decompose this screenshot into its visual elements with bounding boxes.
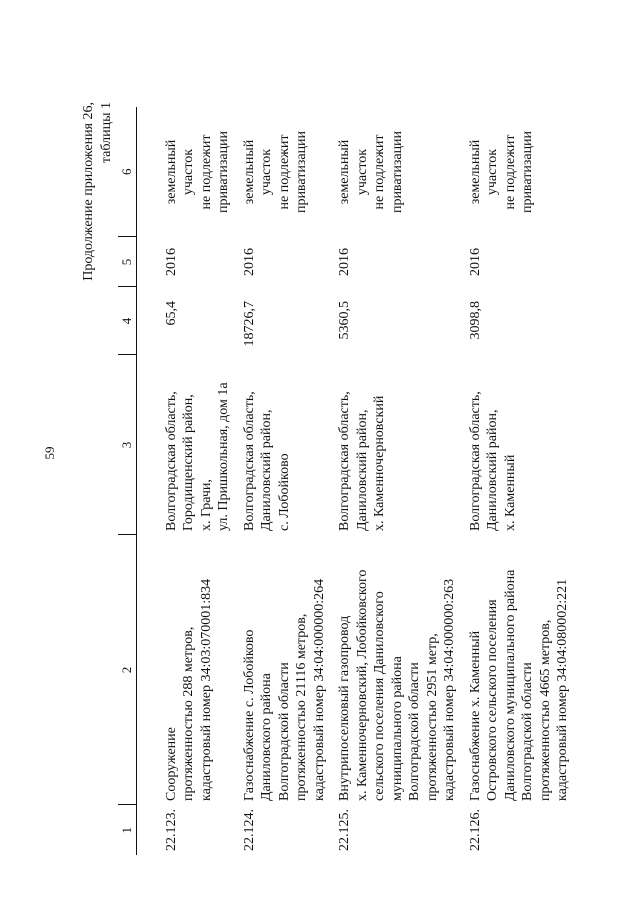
table-body: [136, 107, 572, 855]
object-name-cell: [136, 535, 233, 805]
column-header: 2: [118, 535, 136, 805]
year-cell: 2016: [467, 248, 483, 276]
continuation-line-2: таблицы 1: [99, 102, 114, 164]
note-cell-line: не подлежит: [198, 134, 214, 210]
address-cell-line: х. Грачи,: [198, 479, 214, 531]
page-number: 59: [42, 446, 57, 460]
area-cell: 3098,8: [467, 301, 483, 340]
row-number-cell: 22.125.: [337, 809, 352, 851]
object-name-cell: [459, 535, 572, 805]
object-name-cell-line: Газоснабжение х. Каменный: [467, 630, 483, 801]
table-row: [328, 107, 459, 855]
address-cell-line: Городищенский район,: [181, 394, 196, 531]
object-name-cell-line: Внутрипоселковый газопровод: [337, 615, 352, 801]
object-name-cell-line: протяженностью 4665 метров,: [537, 619, 553, 801]
row-number-cell: 22.124.: [241, 809, 257, 851]
table-row: [233, 107, 329, 855]
object-name-cell-line: муниципального района: [389, 656, 405, 801]
note-cell: [459, 107, 572, 237]
object-name-cell: [233, 535, 329, 805]
row-number-cell: 22.123.: [163, 809, 179, 851]
note-cell: [136, 107, 233, 237]
object-name-cell-line: Даниловского муниципального района: [502, 569, 518, 801]
object-name-cell-line: сельского поселения Даниловского: [372, 591, 387, 801]
note-cell-line: приватизации: [216, 130, 231, 214]
object-name-cell-line: протяженностью 288 метров,: [181, 626, 196, 801]
object-name-cell-line: Даниловского района: [259, 673, 274, 801]
note-cell-line: земельный: [467, 139, 483, 205]
property-table: [118, 107, 572, 855]
row-number-cell: 22.126.: [467, 809, 483, 851]
note-cell-line: земельный: [163, 139, 179, 205]
address-cell-line: х. Каменночерновский: [372, 395, 387, 531]
column-header: 6: [118, 107, 136, 237]
continuation-heading: [80, 102, 116, 281]
address-cell: [233, 355, 329, 535]
object-name-cell-line: кадастровый номер 34:03:070001:834: [198, 578, 214, 801]
note-cell-line: участок: [354, 148, 370, 196]
object-name-cell: [328, 535, 459, 805]
address-cell-line: ул. Пришкольная, дом 1а: [216, 382, 231, 531]
column-header: 3: [118, 355, 136, 535]
note-cell-line: не подлежит: [502, 134, 518, 210]
note-cell-line: земельный: [337, 139, 352, 205]
note-cell-line: земельный: [241, 139, 257, 205]
object-name-cell-line: протяженностью 2951 метр,: [424, 633, 440, 801]
note-cell-line: участок: [181, 148, 196, 196]
address-cell-line: Волгоградская область,: [241, 391, 257, 531]
note-cell: [233, 107, 329, 237]
object-name-cell-line: Островского сельского поселения: [485, 599, 500, 801]
area-cell: 65,4: [163, 301, 179, 326]
note-cell-line: не подлежит: [276, 134, 292, 210]
area-cell: 18726,7: [241, 301, 257, 347]
object-name-cell-line: Сооружение: [163, 727, 179, 801]
address-cell-line: Волгоградская область,: [337, 391, 352, 531]
note-cell-line: не подлежит: [372, 134, 387, 210]
column-header: 5: [118, 237, 136, 287]
object-name-cell-line: кадастровый номер 34:04:000000:264: [311, 578, 327, 801]
note-cell-line: участок: [259, 148, 274, 196]
note-cell-line: приватизации: [294, 130, 309, 214]
address-cell-line: Волгоградская область,: [467, 391, 483, 531]
address-cell: [328, 355, 459, 535]
table-header-row: [118, 107, 136, 855]
table-row: [136, 107, 233, 855]
object-name-cell-line: Волгоградской области: [276, 662, 292, 801]
continuation-line-1: Продолжение приложения 26,: [81, 102, 96, 281]
note-cell: [328, 107, 459, 237]
area-cell: 5360,5: [337, 301, 352, 340]
object-name-cell-line: Газоснабжение с. Лобойково: [241, 629, 257, 801]
note-cell-line: участок: [485, 148, 500, 196]
object-name-cell-line: х. Каменночерновский, Лобойковского: [354, 569, 370, 801]
object-name-cell-line: кадастровый номер 34:04:000000:263: [442, 578, 457, 801]
address-cell-line: х. Каменный: [502, 454, 518, 531]
year-cell: 2016: [337, 248, 352, 276]
table-row: [459, 107, 572, 855]
object-name-cell-line: протяженностью 21116 метров,: [294, 613, 309, 801]
column-header: 4: [118, 287, 136, 355]
address-cell-line: Волгоградская область,: [163, 391, 179, 531]
year-cell: 2016: [163, 248, 179, 276]
object-name-cell-line: Волгоградской области: [407, 662, 422, 801]
address-cell: [459, 355, 572, 535]
address-cell-line: Даниловский район,: [354, 409, 370, 531]
year-cell: 2016: [241, 248, 257, 276]
address-cell-line: с. Лобойково: [276, 453, 292, 531]
column-header: 1: [118, 805, 136, 855]
object-name-cell-line: Волгоградской области: [520, 662, 535, 801]
address-cell-line: Даниловский район,: [259, 409, 274, 531]
note-cell-line: приватизации: [520, 130, 535, 214]
address-cell-line: Даниловский район,: [485, 409, 500, 531]
address-cell: [136, 355, 233, 535]
object-name-cell-line: кадастровый номер 34:04:080002:221: [555, 578, 570, 801]
note-cell-line: приватизации: [389, 130, 405, 214]
